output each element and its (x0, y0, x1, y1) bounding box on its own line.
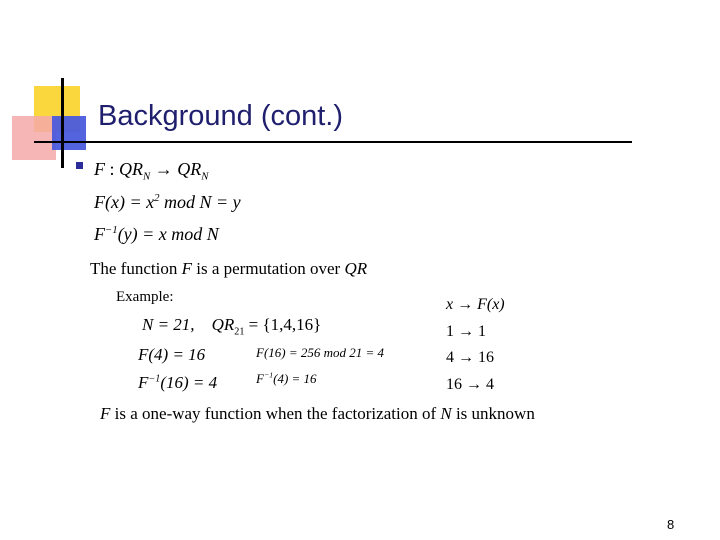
ex-line1-qr: QR (211, 315, 235, 334)
mapping-row: 16 → 4 (446, 376, 494, 393)
title-underline (34, 141, 632, 143)
ex-line1-a: N = 21, (142, 315, 195, 334)
ex-line3a-F: F (138, 373, 149, 392)
ex-line3a-rest: (16) = 4 (160, 373, 218, 392)
conclusion-text2: is unknown (451, 404, 535, 423)
conclusion-N: N (440, 404, 452, 423)
example-line3b (256, 372, 317, 385)
eq-inv-F: F (94, 224, 105, 244)
eq-def-rhs: mod N = y (159, 192, 241, 212)
eq-map-F: F (94, 159, 105, 179)
eq-map-qr1: QR (119, 159, 144, 179)
ex-line3b-rest: (4) = 16 (273, 371, 317, 386)
example-line3a (138, 374, 217, 391)
ex-line3b-F: F (256, 371, 264, 386)
eq-map-sub1: N (143, 170, 151, 183)
ex-line3a-sup: −1 (148, 373, 161, 385)
eq-inv-rhs: (y) = x mod N (117, 224, 219, 244)
logo-blue-square (52, 116, 86, 150)
permutation-statement (90, 259, 367, 279)
slide-title: Background (cont.) (98, 100, 344, 132)
example-label: Example: (116, 289, 174, 305)
eq-map-sub2: N (201, 170, 209, 183)
example-line1 (142, 315, 322, 338)
eq-map-colon: : (105, 159, 115, 179)
bullet-icon (76, 162, 83, 169)
conclusion-F: F (100, 404, 111, 423)
example-line2a: F(4) = 16 (138, 345, 206, 364)
eq-def-sup: 2 (154, 192, 160, 204)
conclusion-text1: is a one-way function when the factorization of (110, 404, 441, 423)
statement-text: The function (90, 259, 182, 278)
logo-vertical-line (61, 78, 64, 168)
equation-inverse (94, 225, 219, 243)
statement-QR: QR (344, 259, 368, 278)
page-number: 8 (667, 517, 675, 532)
ex-line1-sub: 21 (234, 326, 245, 338)
eq-map-qr2: QR (177, 159, 202, 179)
mapping-header: x → F(x) (446, 296, 505, 313)
eq-map-arrow: → (150, 159, 178, 179)
one-way-conclusion (100, 404, 535, 424)
ex-line3b-sup: −1 (263, 370, 274, 380)
eq-inv-sup: −1 (105, 224, 118, 236)
statement-F: F (181, 259, 192, 278)
statement-mid: is a permutation over (191, 259, 345, 278)
ex-line1-b: = {1,4,16} (244, 315, 322, 334)
logo-pink-square (12, 116, 56, 160)
equation-definition (94, 193, 241, 211)
eq-def-lhs: F(x) = x (94, 192, 155, 212)
mapping-row: 1 → 1 (446, 323, 486, 340)
mapping-row: 4 → 16 (446, 349, 494, 366)
equation-map (94, 159, 209, 183)
example-line2b: F(16) = 256 mod 21 = 4 (256, 345, 385, 360)
